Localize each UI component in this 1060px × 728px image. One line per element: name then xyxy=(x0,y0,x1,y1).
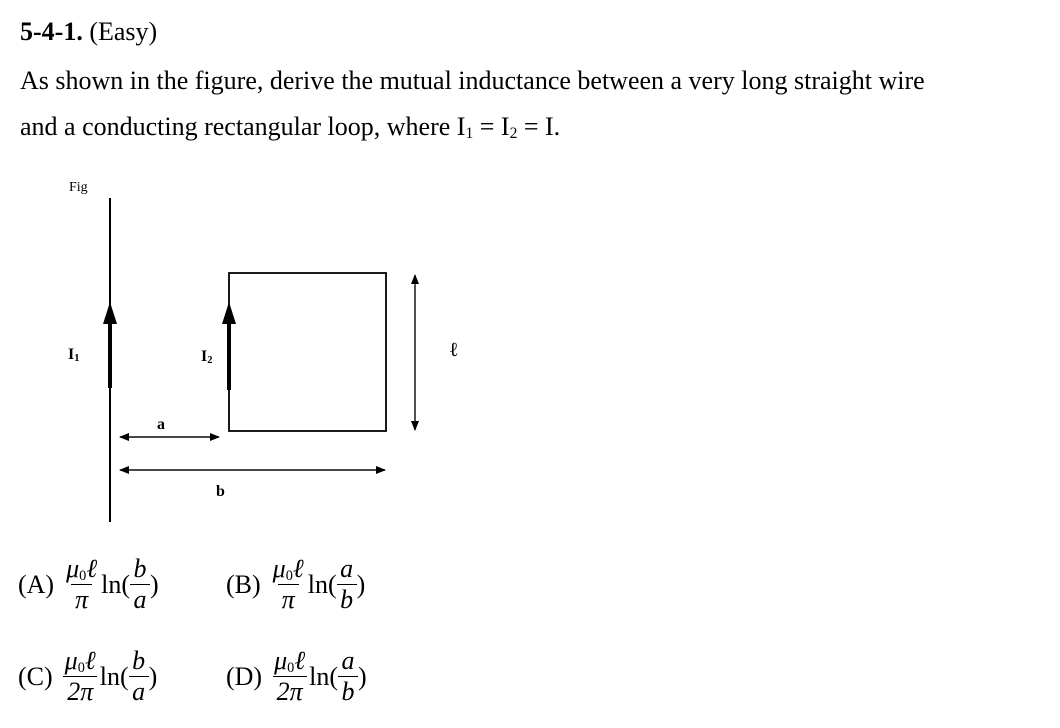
ratio-numerator: a xyxy=(341,646,355,675)
choice-a-coefficient xyxy=(64,554,99,615)
current1-letter: I xyxy=(68,346,75,363)
current2-arrowhead xyxy=(222,302,236,324)
line2-mid: = I xyxy=(473,112,510,141)
mu-symbol: μ xyxy=(64,646,78,675)
mu-sub: 0 xyxy=(79,567,87,584)
ln-text: ln( xyxy=(309,661,339,691)
ln-text: ln( xyxy=(307,569,337,599)
choice-c-letter: (C) xyxy=(18,661,53,691)
current1-arrowhead xyxy=(103,302,117,324)
choice-c-ratio xyxy=(129,646,149,707)
coef-denominator: 2π xyxy=(63,676,97,707)
choice-a-ratio xyxy=(130,554,150,615)
line2-end: = I. xyxy=(517,112,561,141)
problem-line-2 xyxy=(20,104,1050,150)
close-paren: ) xyxy=(358,661,367,691)
dimension-l-label: ℓ xyxy=(450,339,458,361)
mu-symbol: μ xyxy=(272,554,286,583)
rectangular-loop xyxy=(229,273,386,431)
choice-a-letter: (A) xyxy=(18,569,55,599)
choice-c[interactable] xyxy=(18,646,157,707)
ell-symbol: ℓ xyxy=(86,554,98,583)
mu-sub: 0 xyxy=(285,567,293,584)
current1-label xyxy=(68,346,79,364)
choice-b-coefficient xyxy=(271,554,306,615)
line2-sub2: 2 xyxy=(509,125,518,143)
problem-line-1: As shown in the figure, derive the mutual inductance between a very long straight wire xyxy=(20,66,925,95)
choice-a[interactable] xyxy=(18,554,159,615)
ln-text: ln( xyxy=(99,661,129,691)
ell-symbol: ℓ xyxy=(294,646,306,675)
close-paren: ) xyxy=(356,569,366,599)
ell-symbol: ℓ xyxy=(292,554,304,583)
close-paren: ) xyxy=(150,569,159,599)
mu-sub: 0 xyxy=(77,659,85,676)
mu-symbol: μ xyxy=(66,554,80,583)
mu-sub: 0 xyxy=(287,659,295,676)
current1-sub: 1 xyxy=(74,353,80,365)
choice-b-ratio xyxy=(337,554,357,615)
ratio-numerator: b xyxy=(132,646,146,675)
choice-b[interactable] xyxy=(226,554,365,615)
current2-label xyxy=(201,348,212,366)
choice-d-ratio xyxy=(338,646,358,707)
problem-number: 5-4-1. xyxy=(20,17,83,46)
ratio-numerator: b xyxy=(133,554,147,583)
line2-sub1: 1 xyxy=(465,125,474,143)
line2-start: and a conducting rectangular loop, where I xyxy=(20,112,466,141)
choice-b-letter: (B) xyxy=(226,569,261,599)
ratio-denominator: b xyxy=(337,584,357,615)
ln-text: ln( xyxy=(101,569,131,599)
ratio-denominator: b xyxy=(338,676,358,707)
dimension-b-label: b xyxy=(216,483,225,500)
current2-sub: 2 xyxy=(207,355,213,367)
ratio-denominator: a xyxy=(130,584,150,615)
choice-d[interactable] xyxy=(226,646,367,707)
problem-difficulty: (Easy) xyxy=(89,17,158,46)
ratio-numerator: a xyxy=(340,554,354,583)
coef-denominator: π xyxy=(71,584,92,615)
problem-heading xyxy=(20,14,157,50)
figure-label: Fig xyxy=(69,180,88,195)
mu-symbol: μ xyxy=(274,646,288,675)
close-paren: ) xyxy=(148,661,158,691)
coef-denominator: 2π xyxy=(273,676,307,707)
current2-letter: I xyxy=(201,348,208,365)
ell-symbol: ℓ xyxy=(84,646,96,675)
choice-c-coefficient xyxy=(63,646,98,707)
dimension-a-label: a xyxy=(157,416,165,433)
coef-denominator: π xyxy=(278,584,299,615)
problem-statement xyxy=(20,58,1050,150)
choice-d-letter: (D) xyxy=(226,661,263,691)
choice-d-coefficient xyxy=(272,646,307,707)
ratio-denominator: a xyxy=(129,676,149,707)
